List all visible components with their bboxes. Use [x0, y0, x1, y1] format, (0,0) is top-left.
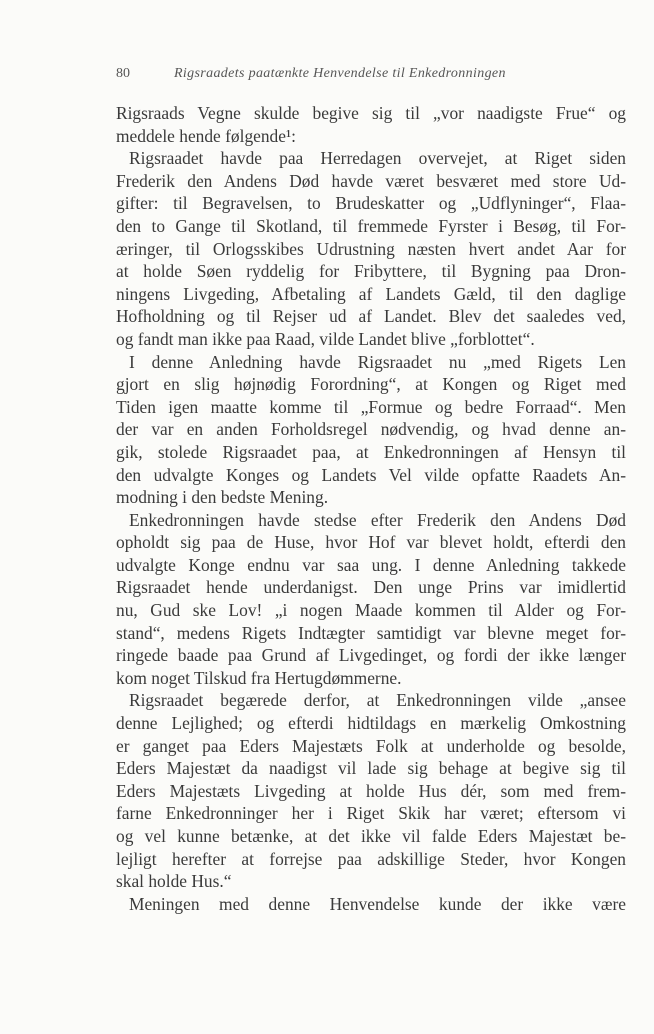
text-line: ringede baade paa Grund af Livgedinget, og fordi der ikke længer [116, 645, 626, 666]
text-line: æringer, til Orlogsskibes Udrustning næsten hvert andet Aar for [116, 238, 626, 259]
text-line: der var en anden Forholdsregel nødvendig, og hvad denne an- [116, 419, 626, 440]
text-line: at holde Søen ryddelig for Fribyttere, til Bygning paa Dron- [116, 261, 626, 282]
text-line: og vel kunne betænke, at det ikke vil falde Eders Majestæt be- [116, 826, 626, 846]
running-title: Rigsraadets paatænkte Henvendelse til Enkedronningen [174, 66, 506, 81]
text-line: Enkedronningen havde stedse efter Frederik den Andens Død [129, 509, 626, 530]
text-line: Eders Majestæt da naadigst vil lade sig behage at begive sig til [116, 758, 626, 779]
text-line: denne Lejlighed; og efterdi hidtildags en mærkelig Omkostning [116, 713, 626, 734]
text-line: lejligt herefter at forrejse paa adskillige Steder, hvor Kongen [116, 848, 626, 869]
text-line: Rigsraads Vegne skulde begive sig til „vor naadigste Frue“ og [116, 103, 626, 123]
text-line: opholdt sig paa de Huse, hvor Hof var blevet holdt, efterdi den [116, 532, 626, 553]
text-line: stand“, medens Rigets Indtægter samtidigt var blevne meget for- [116, 622, 626, 643]
text-line: modning i den bedste Mening. [116, 487, 329, 508]
text-line: gjort en slig højnødig Forordning“, at Kongen og Riget med [116, 374, 626, 395]
text-line: Hofholdning og til Rejser ud af Landet. Blev det saaledes ved, [116, 306, 626, 327]
text-line: Rigsraadet hende underdanigst. Den unge Prins var imidlertid [116, 577, 626, 598]
text-line: Tiden igen maatte komme til „Formue og bedre Forraad“. Men [116, 396, 626, 417]
text-line: farne Enkedronninger her i Riget Skik har været; eftersom vi [116, 803, 626, 824]
page-number: 80 [116, 66, 130, 81]
text-line: skal holde Hus.“ [116, 871, 232, 892]
text-line: den to Gange til Skotland, til fremmede Fyrster i Besøg, til For- [116, 215, 626, 236]
body-text [116, 102, 626, 915]
text-line: nu, Gud ske Lov! „i nogen Maade kommen til Alder og For- [116, 600, 626, 621]
text-line: gifter: til Begravelsen, to Brudeskatter og „Udflyninger“, Flaa- [116, 193, 626, 214]
text-line: meddele hende følgende¹: [116, 125, 297, 146]
running-head [116, 66, 556, 86]
text-line: er ganget paa Eders Majestæts Folk at underholde og besolde, [116, 735, 626, 756]
text-line: den udvalgte Konges og Landets Vel vilde opfatte Raadets An- [116, 464, 626, 485]
text-line: gik, stolede Rigsraadet paa, at Enkedronningen af Hensyn til [116, 441, 626, 462]
text-line: ningens Livgeding, Afbetaling af Landets Gæld, til den daglige [116, 283, 626, 304]
text-line: Frederik den Andens Død havde været besværet med store Ud- [116, 170, 626, 191]
text-line: Meningen med denne Henvendelse kunde der ikke være [129, 893, 626, 914]
text-line: og fandt man ikke paa Raad, vilde Landet blive „forblottet“. [116, 328, 535, 349]
text-line: Eders Majestæts Livgeding at holde Hus dér, som med frem- [116, 780, 626, 801]
text-line: kom noget Tilskud fra Hertugdømmerne. [116, 667, 402, 688]
text-line: udvalgte Konge endnu var saa ung. I denne Anledning takkede [116, 554, 626, 575]
text-line: Rigsraadet havde paa Herredagen overvejet, at Riget siden [129, 148, 626, 169]
text-line: Rigsraadet begærede derfor, at Enkedronningen vilde „ansee [129, 690, 626, 711]
text-line: I denne Anledning havde Rigsraadet nu „med Rigets Len [129, 351, 626, 372]
